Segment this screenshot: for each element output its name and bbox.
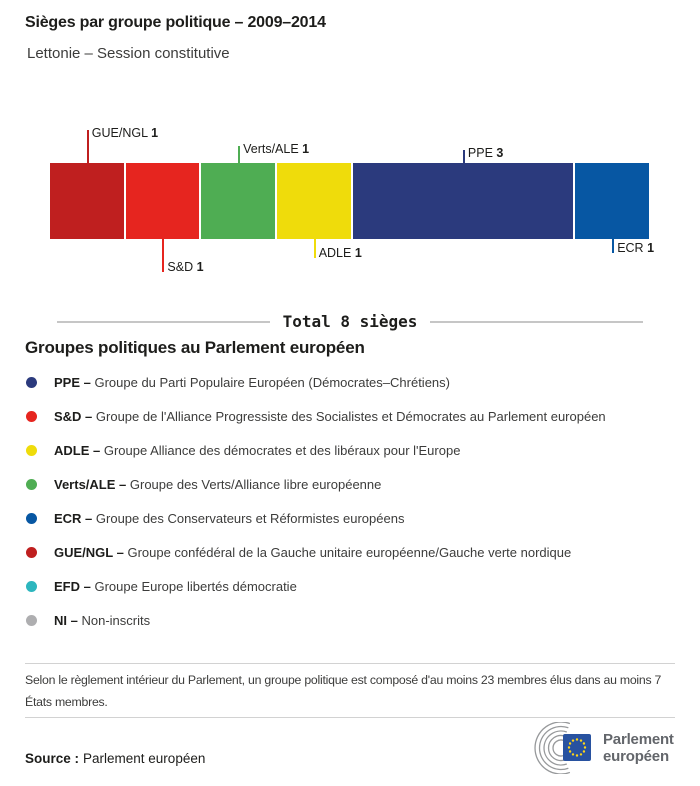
legend-dot-icon xyxy=(26,411,37,422)
legend-list xyxy=(25,365,685,637)
total-divider xyxy=(57,311,643,332)
source-line xyxy=(25,751,205,766)
legend-label: PPE – Groupe du Parti Populaire Européen (Démocrates–Chrétiens) xyxy=(54,374,450,390)
callout-label-S&D: S&D 1 xyxy=(167,260,204,274)
legend-dot-icon xyxy=(26,615,37,626)
callout-tick-ADLE xyxy=(314,239,316,258)
bar-segment-ECR xyxy=(575,163,649,239)
page-title: Sièges par groupe politique – 2009–2014 xyxy=(25,14,326,31)
bar-segment-PPE xyxy=(353,163,574,239)
callout-label-ADLE: ADLE 1 xyxy=(318,246,362,260)
callout-label-Verts/ALE: Verts/ALE 1 xyxy=(243,142,310,156)
bar-segment-GUE/NGL xyxy=(50,163,124,239)
legend-item xyxy=(25,569,685,603)
callout-tick-Verts/ALE xyxy=(238,146,240,163)
legend-item xyxy=(25,365,685,399)
eu-flag-icon xyxy=(563,734,591,761)
callout-tick-PPE xyxy=(463,150,465,163)
callout-label-ECR: ECR 1 xyxy=(617,241,655,255)
page-subtitle: Lettonie – Session constitutive xyxy=(27,45,230,62)
legend-dot-icon xyxy=(26,377,37,388)
ep-logo-wordmark xyxy=(603,731,674,765)
legend-dot-icon xyxy=(26,513,37,524)
ep-logo-text-line1: Parlement xyxy=(603,731,674,748)
ep-logo xyxy=(527,722,674,774)
legend-dot-icon xyxy=(26,547,37,558)
legend-label: GUE/NGL – Groupe confédéral de la Gauche unitaire européenne/Gauche verte nordique xyxy=(54,544,572,560)
callout-tick-GUE/NGL xyxy=(87,130,89,163)
callout-label-GUE/NGL: GUE/NGL 1 xyxy=(91,126,159,140)
footnote-rule-bottom xyxy=(25,717,675,718)
total-seats-label: Total 8 sièges xyxy=(282,312,418,331)
legend-item xyxy=(25,603,685,637)
divider-line-left xyxy=(57,321,270,323)
legend-item xyxy=(25,535,685,569)
legend-dot-icon xyxy=(26,479,37,490)
callout-tick-S&D xyxy=(162,239,164,272)
legend-dot-icon xyxy=(26,581,37,592)
legend-label: Verts/ALE – Groupe des Verts/Alliance libre européenne xyxy=(54,476,382,492)
ep-logo-text-line2: européen xyxy=(603,748,669,765)
legend-item xyxy=(25,501,685,535)
legend-label: EFD – Groupe Europe libertés démocratie xyxy=(54,578,297,594)
bar-segment-S&D xyxy=(126,163,200,239)
ep-logo-mark xyxy=(527,722,597,774)
legend-item xyxy=(25,433,685,467)
legend-label: NI – Non-inscrits xyxy=(54,612,151,628)
legend-heading: Groupes politiques au Parlement européen xyxy=(25,338,365,357)
source-label: Source : xyxy=(25,751,80,766)
seats-bar xyxy=(50,163,649,239)
legend-dot-icon xyxy=(26,445,37,456)
callout-tick-ECR xyxy=(612,239,614,253)
legend-label: ADLE – Groupe Alliance des démocrates et des libéraux pour l'Europe xyxy=(54,442,461,458)
divider-line-right xyxy=(430,321,643,323)
bar-segment-ADLE xyxy=(277,163,351,239)
legend-item xyxy=(25,467,685,501)
legend-item xyxy=(25,399,685,433)
bar-segment-Verts/ALE xyxy=(201,163,275,239)
footnote-rule-top xyxy=(25,663,675,664)
source-value: Parlement européen xyxy=(83,751,206,766)
legend-label: ECR – Groupe des Conservateurs et Réformistes européens xyxy=(54,510,405,526)
footnote-text: Selon le règlement intérieur du Parlement, un groupe politique est composé d'au moins 23 membres élus dans au moins 7 États membres. xyxy=(25,673,662,709)
legend-label: S&D – Groupe de l'Alliance Progressiste des Socialistes et Démocrates au Parlement européen xyxy=(54,408,606,424)
callout-label-PPE: PPE 3 xyxy=(467,146,504,160)
